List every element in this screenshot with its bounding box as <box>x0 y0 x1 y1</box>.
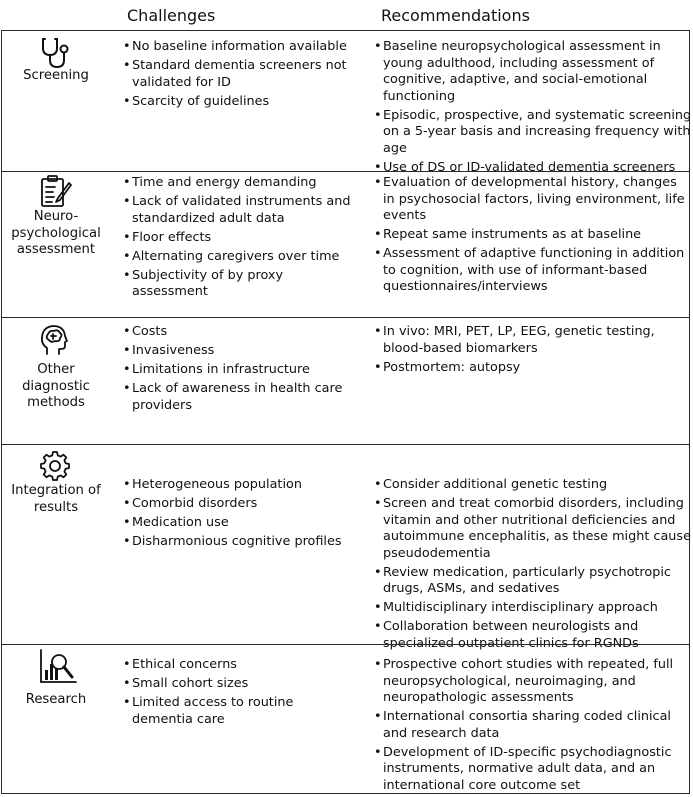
recommendations-header: Recommendations <box>381 6 530 25</box>
list-item: • Episodic, prospective, and systematic screening on a 5-year basis and increasing frequency with age <box>374 108 692 158</box>
challenges-list <box>123 657 358 731</box>
section-research <box>2 644 689 795</box>
challenges-header: Challenges <box>127 6 216 25</box>
list-item: • Scarcity of guidelines <box>123 94 358 111</box>
category-label: Research <box>25 692 87 707</box>
section-neuropsychological-assessment <box>2 171 689 317</box>
challenges-list <box>123 477 358 553</box>
category-label: Screening <box>23 68 89 83</box>
clipboard-pencil-icon <box>38 174 74 208</box>
list-item: • Heterogeneous population <box>123 477 358 494</box>
recommendations-list <box>374 657 692 797</box>
head-brain-icon <box>38 324 70 356</box>
recommendations-list <box>374 477 692 655</box>
gear-icon <box>40 451 70 481</box>
list-item: • Time and energy demanding <box>123 175 358 192</box>
list-item: • In vivo: MRI, PET, LP, EEG, genetic testing, blood-based biomarkers <box>374 324 692 357</box>
list-item: • Assessment of adaptive functioning in addition to cognition, with use of informant-based questionnaires/interviews <box>374 246 692 296</box>
list-item: • Costs <box>123 324 358 341</box>
category-label: Neuro- psychological assessment <box>11 209 101 257</box>
recommendations-list <box>374 39 692 179</box>
challenges-list <box>123 175 358 303</box>
chart-magnifier-icon <box>38 648 78 684</box>
list-item: • Consider additional genetic testing <box>374 477 692 494</box>
list-item: • Lack of validated instruments and standardized adult data <box>123 194 358 227</box>
list-item: • Disharmonious cognitive profiles <box>123 534 358 551</box>
list-item: • Postmortem: autopsy <box>374 360 692 377</box>
category-label: Integration of results <box>11 483 101 515</box>
recommendations-list <box>374 324 692 379</box>
list-item: • Development of ID-specific psychodiagnostic instruments, normative adult data, and an international core outcome set <box>374 745 692 795</box>
list-item: • Collaboration between neurologists and specialized outpatient clinics for RGNDs <box>374 619 692 652</box>
list-item: • Limitations in infrastructure <box>123 362 358 379</box>
list-item: • Medication use <box>123 515 358 532</box>
list-item: • Evaluation of developmental history, changes in psychosocial factors, living environment, life events <box>374 175 692 225</box>
challenges-list <box>123 39 358 113</box>
list-item: • Prospective cohort studies with repeated, full neuropsychological, neuroimaging, and neuropathologic assessments <box>374 657 692 707</box>
list-item: • Subjectivity of by proxy assessment <box>123 268 358 301</box>
list-item: • Invasiveness <box>123 343 358 360</box>
section-other-diagnostic-methods <box>2 317 689 444</box>
table-frame <box>1 30 690 794</box>
list-item: • Alternating caregivers over time <box>123 249 358 266</box>
list-item: • Limited access to routine dementia care <box>123 695 358 728</box>
list-item: • Screen and treat comorbid disorders, including vitamin and other nutritional deficiencies and autoimmune encephalitis, as these might cause pseudodementia <box>374 496 692 562</box>
challenges-list <box>123 324 358 417</box>
category-label: Other diagnostic methods <box>22 362 90 410</box>
list-item: • Use of DS or ID-validated dementia screeners <box>374 160 692 177</box>
list-item: • Small cohort sizes <box>123 676 358 693</box>
section-screening <box>2 31 692 175</box>
list-item: • Standard dementia screeners not validated for ID <box>123 58 358 91</box>
list-item: • Ethical concerns <box>123 657 358 674</box>
list-item: • Review medication, particularly psychotropic drugs, ASMs, and sedatives <box>374 565 692 598</box>
section-integration-of-results <box>2 444 691 651</box>
list-item: • Floor effects <box>123 230 358 247</box>
list-item: • International consortia sharing coded clinical and research data <box>374 709 692 742</box>
list-item: • No baseline information available <box>123 39 358 56</box>
list-item: • Comorbid disorders <box>123 496 358 513</box>
list-item: • Lack of awareness in health care providers <box>123 381 358 414</box>
list-item: • Repeat same instruments as at baseline <box>374 227 692 244</box>
list-item: • Baseline neuropsychological assessment in young adulthood, including assessment of cognitive, adaptive, and social-emotional functioning <box>374 39 692 105</box>
list-item: • Multidisciplinary interdisciplinary approach <box>374 600 692 617</box>
recommendations-list <box>374 175 692 298</box>
stethoscope-icon <box>39 36 71 70</box>
